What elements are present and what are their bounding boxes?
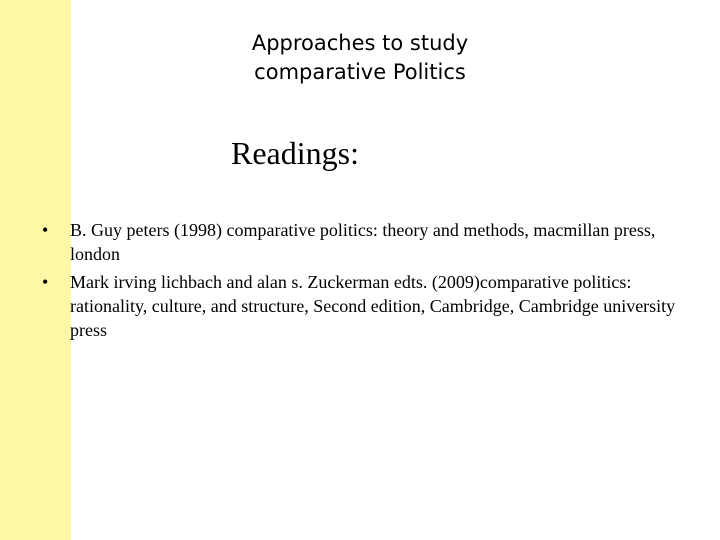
- slide-title-line-2: comparative Politics: [254, 60, 466, 84]
- reference-list: [42, 218, 682, 346]
- reference-text: B. Guy peters (1998) comparative politics: theory and methods, macmillan press, london: [70, 220, 656, 264]
- reference-item: [42, 270, 682, 342]
- reference-item: [42, 218, 682, 266]
- bullet-icon: •: [42, 272, 49, 292]
- readings-heading: Readings:: [231, 135, 359, 171]
- slide-title-line-1: Approaches to study: [251, 31, 469, 55]
- bullet-icon: •: [42, 220, 49, 240]
- reference-text: Mark irving lichbach and alan s. Zuckerman edts. (2009)comparative politics: rationality, culture, and structure, Second edition, Cambridge, Cambridge university press: [70, 272, 676, 340]
- slide-title: [160, 29, 560, 87]
